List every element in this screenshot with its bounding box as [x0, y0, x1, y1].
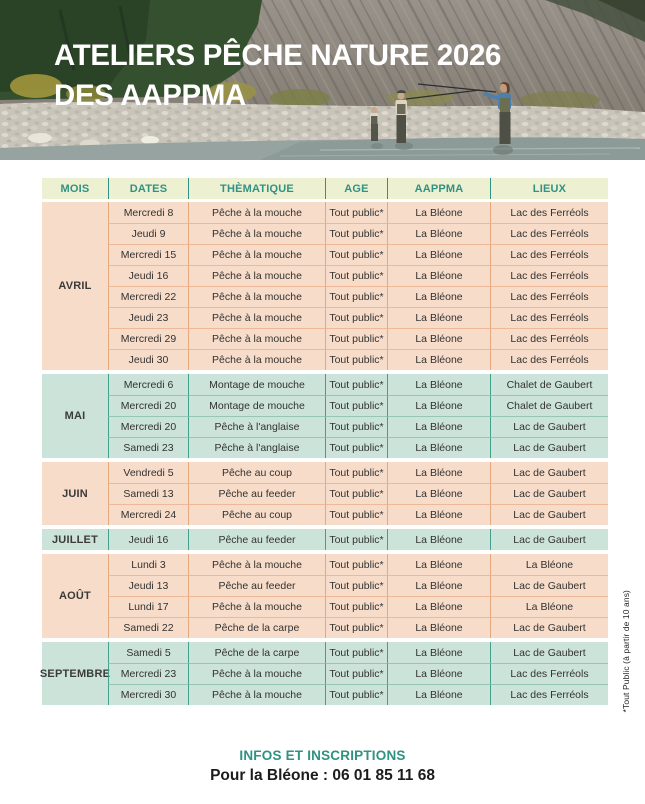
- cell-age: Tout public*: [325, 663, 387, 684]
- cell-age: Tout public*: [325, 202, 387, 223]
- cell-age: Tout public*: [325, 596, 387, 617]
- cell-lieu: Lac de Gaubert: [490, 483, 608, 504]
- table-body: [39, 202, 608, 705]
- cell-age: Tout public*: [325, 617, 387, 638]
- cell-aappma: La Bléone: [387, 328, 490, 349]
- cell-thematique: Pêche à la mouche: [188, 286, 325, 307]
- month-cell: JUIN: [62, 487, 88, 500]
- table-row: [108, 596, 608, 617]
- cell-aappma: La Bléone: [387, 684, 490, 705]
- month-cell: AVRIL: [58, 280, 92, 292]
- cell-lieu: Lac des Ferréols: [490, 286, 608, 307]
- cell-aappma: La Bléone: [387, 575, 490, 596]
- cell-aappma: La Bléone: [387, 223, 490, 244]
- cell-thematique: Pêche à l'anglaise: [188, 416, 325, 437]
- cell-age: Tout public*: [325, 328, 387, 349]
- cell-aappma: La Bléone: [387, 307, 490, 328]
- cell-lieu: Lac de Gaubert: [490, 504, 608, 525]
- cell-date: Jeudi 13: [108, 575, 188, 596]
- cell-aappma: La Bléone: [387, 349, 490, 370]
- cell-thematique: Pêche au feeder: [188, 575, 325, 596]
- table-row: [108, 483, 608, 504]
- cell-aappma: La Bléone: [387, 529, 490, 550]
- cell-date: Mercredi 29: [108, 328, 188, 349]
- cell-lieu: Lac des Ferréols: [490, 349, 608, 370]
- cell-thematique: Pêche à la mouche: [188, 349, 325, 370]
- cell-lieu: Lac de Gaubert: [490, 617, 608, 638]
- poster-title-line1: ATELIERS PÊCHE NATURE 2026: [54, 39, 502, 72]
- cell-aappma: La Bléone: [387, 462, 490, 483]
- cell-age: Tout public*: [325, 286, 387, 307]
- cell-date: Lundi 17: [108, 596, 188, 617]
- cell-aappma: La Bléone: [387, 617, 490, 638]
- cell-lieu: Lac de Gaubert: [490, 529, 608, 550]
- cell-date: Mercredi 23: [108, 663, 188, 684]
- cell-date: Mercredi 6: [108, 374, 188, 395]
- month-section-avril: [42, 202, 608, 370]
- cell-lieu: Lac des Ferréols: [490, 223, 608, 244]
- cell-date: Jeudi 9: [108, 223, 188, 244]
- cell-lieu: Chalet de Gaubert: [490, 395, 608, 416]
- cell-lieu: Lac des Ferréols: [490, 663, 608, 684]
- cell-date: Jeudi 30: [108, 349, 188, 370]
- table-row: [108, 504, 608, 525]
- table-row: [108, 374, 608, 395]
- cell-date: Jeudi 16: [108, 529, 188, 550]
- cell-lieu: La Bléone: [490, 554, 608, 575]
- cell-thematique: Pêche à la mouche: [188, 328, 325, 349]
- cell-thematique: Pêche à la mouche: [188, 202, 325, 223]
- cell-date: Samedi 23: [108, 437, 188, 458]
- footer: [0, 748, 645, 785]
- table-row: [108, 223, 608, 244]
- cell-aappma: La Bléone: [387, 554, 490, 575]
- cell-lieu: Lac de Gaubert: [490, 416, 608, 437]
- cell-age: Tout public*: [325, 684, 387, 705]
- cell-aappma: La Bléone: [387, 483, 490, 504]
- month-cell: SEPTEMBRE: [39, 667, 111, 680]
- cell-age: Tout public*: [325, 265, 387, 286]
- cell-aappma: La Bléone: [387, 663, 490, 684]
- cell-thematique: Pêche à la mouche: [188, 265, 325, 286]
- poster-title: [54, 36, 501, 116]
- cell-lieu: Lac des Ferréols: [490, 244, 608, 265]
- table-row: [108, 642, 608, 663]
- cell-age: Tout public*: [325, 504, 387, 525]
- cell-lieu: Lac de Gaubert: [490, 462, 608, 483]
- month-cell: AOÛT: [59, 590, 91, 602]
- cell-date: Mercredi 15: [108, 244, 188, 265]
- cell-date: Samedi 22: [108, 617, 188, 638]
- cell-aappma: La Bléone: [387, 395, 490, 416]
- cell-date: Mercredi 20: [108, 395, 188, 416]
- cell-date: Samedi 5: [108, 642, 188, 663]
- cell-thematique: Pêche au coup: [188, 504, 325, 525]
- cell-thematique: Montage de mouche: [188, 374, 325, 395]
- phone-line: Pour la Bléone : 06 01 85 11 68: [210, 767, 435, 784]
- header-cell: THÈMATIQUE: [188, 178, 325, 199]
- cell-thematique: Pêche de la carpe: [188, 617, 325, 638]
- table-row: [108, 684, 608, 705]
- cell-thematique: Pêche à la mouche: [188, 244, 325, 265]
- cell-date: Vendredi 5: [108, 462, 188, 483]
- cell-thematique: Pêche au coup: [188, 462, 325, 483]
- cell-date: Jeudi 23: [108, 307, 188, 328]
- table-row: [108, 286, 608, 307]
- cell-aappma: La Bléone: [387, 286, 490, 307]
- month-section-mai: [42, 374, 608, 458]
- month-cell: MAI: [64, 410, 86, 422]
- header-cell: AGE: [325, 178, 387, 199]
- cell-lieu: Lac des Ferréols: [490, 202, 608, 223]
- cell-age: Tout public*: [325, 223, 387, 244]
- cell-aappma: La Bléone: [387, 504, 490, 525]
- cell-thematique: Pêche à la mouche: [188, 596, 325, 617]
- cell-lieu: Lac de Gaubert: [490, 437, 608, 458]
- cell-thematique: Pêche à la mouche: [188, 223, 325, 244]
- cell-thematique: Pêche à la mouche: [188, 684, 325, 705]
- header-cell: DATES: [108, 178, 188, 199]
- cell-aappma: La Bléone: [387, 202, 490, 223]
- table-row: [108, 575, 608, 596]
- cell-thematique: Pêche de la carpe: [188, 642, 325, 663]
- cell-age: Tout public*: [325, 642, 387, 663]
- cell-age: Tout public*: [325, 483, 387, 504]
- cell-lieu: Chalet de Gaubert: [490, 374, 608, 395]
- cell-age: Tout public*: [325, 554, 387, 575]
- cell-lieu: Lac des Ferréols: [490, 328, 608, 349]
- cell-date: Mercredi 8: [108, 202, 188, 223]
- header-cell: MOIS: [60, 182, 90, 195]
- month-section-août: [42, 554, 608, 638]
- table-row: [108, 437, 608, 458]
- cell-date: Lundi 3: [108, 554, 188, 575]
- cell-thematique: Pêche à l'anglaise: [188, 437, 325, 458]
- cell-age: Tout public*: [325, 529, 387, 550]
- cell-aappma: La Bléone: [387, 265, 490, 286]
- cell-thematique: Pêche au feeder: [188, 529, 325, 550]
- table-row: [108, 202, 608, 223]
- hero-photo: [0, 0, 645, 160]
- cell-aappma: La Bléone: [387, 596, 490, 617]
- cell-lieu: Lac des Ferréols: [490, 684, 608, 705]
- cell-age: Tout public*: [325, 349, 387, 370]
- cell-age: Tout public*: [325, 395, 387, 416]
- header-cell: AAPPMA: [387, 178, 490, 199]
- header-cell: LIEUX: [490, 178, 608, 199]
- cell-age: Tout public*: [325, 307, 387, 328]
- table-row: [108, 554, 608, 575]
- cell-age: Tout public*: [325, 374, 387, 395]
- table-row: [108, 416, 608, 437]
- cell-lieu: Lac des Ferréols: [490, 265, 608, 286]
- table-header-row: [42, 178, 608, 199]
- cell-date: Samedi 13: [108, 483, 188, 504]
- schedule-table: [39, 178, 608, 709]
- cell-age: Tout public*: [325, 462, 387, 483]
- table-row: [108, 395, 608, 416]
- infos-heading: INFOS ET INSCRIPTIONS: [239, 748, 406, 763]
- poster-title-line2: DES AAPPMA: [54, 79, 247, 112]
- cell-aappma: La Bléone: [387, 416, 490, 437]
- cell-date: Jeudi 16: [108, 265, 188, 286]
- table-row: [108, 244, 608, 265]
- cell-aappma: La Bléone: [387, 642, 490, 663]
- month-section-juin: [42, 462, 608, 525]
- cell-aappma: La Bléone: [387, 437, 490, 458]
- age-footnote: *Tout Public (à partir de 10 ans): [621, 589, 631, 712]
- month-section-septembre: [39, 642, 608, 705]
- cell-lieu: La Bléone: [490, 596, 608, 617]
- cell-lieu: Lac de Gaubert: [490, 642, 608, 663]
- cell-date: Mercredi 22: [108, 286, 188, 307]
- cell-lieu: Lac de Gaubert: [490, 575, 608, 596]
- cell-aappma: La Bléone: [387, 374, 490, 395]
- table-row: [108, 462, 608, 483]
- cell-age: Tout public*: [325, 575, 387, 596]
- table-row: [108, 265, 608, 286]
- cell-date: Mercredi 24: [108, 504, 188, 525]
- cell-age: Tout public*: [325, 416, 387, 437]
- table-row: [108, 349, 608, 370]
- cell-aappma: La Bléone: [387, 244, 490, 265]
- table-row: [108, 307, 608, 328]
- table-row: [108, 617, 608, 638]
- cell-date: Mercredi 30: [108, 684, 188, 705]
- cell-thematique: Pêche à la mouche: [188, 554, 325, 575]
- month-section-juillet: [42, 529, 608, 550]
- month-cell: JUILLET: [51, 533, 98, 546]
- table-row: [108, 663, 608, 684]
- cell-age: Tout public*: [325, 244, 387, 265]
- cell-thematique: Pêche à la mouche: [188, 663, 325, 684]
- cell-age: Tout public*: [325, 437, 387, 458]
- cell-thematique: Montage de mouche: [188, 395, 325, 416]
- cell-lieu: Lac des Ferréols: [490, 307, 608, 328]
- table-row: [108, 529, 608, 550]
- cell-thematique: Pêche au feeder: [188, 483, 325, 504]
- cell-date: Mercredi 20: [108, 416, 188, 437]
- table-row: [108, 328, 608, 349]
- cell-thematique: Pêche à la mouche: [188, 307, 325, 328]
